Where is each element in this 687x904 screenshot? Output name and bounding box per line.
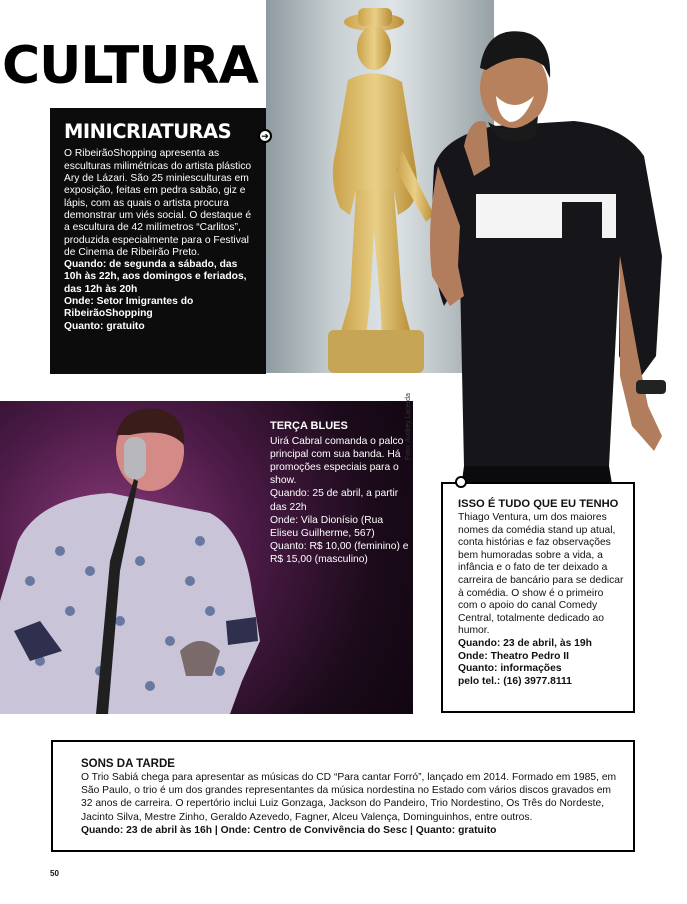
terca-blues-where: Onde: Vila Dionísio (Rua Eliseu Guilherme, 567) — [270, 514, 384, 539]
isso-e-tudo-box — [441, 482, 635, 713]
minicriaturas-when: Quando: de segunda a sábado, das 10h às 22h, aos domingos e feriados, das 12h às 20h — [64, 259, 247, 295]
isso-body: Thiago Ventura, um dos maiores nomes da comédia stand up atual, conta histórias e faz observações bem humoradas sobre a vida, a infância e o fato de ter deixado a carreira de bancário para se dedicar à comédia. O show é o primeiro com o apoio do canal Comedy Central, totalmente dedicado ao humor. — [458, 512, 624, 637]
section-title: CULTURA — [2, 36, 258, 96]
isso-when: Quando: 23 de abril, às 19h — [458, 637, 592, 649]
sons-footer: Quando: 23 de abril às 16h | Onde: Centro de Convivência do Sesc | Quanto: gratuito — [81, 824, 497, 836]
terca-blues-body: Uirá Cabral comanda o palco principal com sua banda. Há promoções especiais para o show. — [270, 436, 404, 487]
terca-blues-text — [270, 420, 410, 566]
terca-blues-title: TERÇA BLUES — [270, 420, 348, 432]
sons-title: SONS DA TARDE — [81, 758, 175, 770]
minicriaturas-body: O RibeirãoShopping apresenta as esculturas milimétricas do artista plástico Ary de Lázari. São 25 miniesculturas em exposição, feitas em pedra sabão, giz e lápis, com as quais o artista procura demonstrar um viés social. O destaque é a escultura de 42 milímetros “Carlitos”, produzida especialmente para o Festival de Cinema de Ribeirão Preto. — [64, 148, 252, 258]
sons-body: O Trio Sabiá chega para apresentar as músicas do CD “Para cantar Forró”, lançado em 2014. Formado em 1985, em São Paulo, o trio é um dos grandes representantes da música nordestina no Estado com vários discos gravados em 32 anos de carreira. O repertório inclui Luiz Gonzaga, Jackson do Pandeiro, Trio Nordestino, Os Três do Nordeste, Jacinto Silva, Mestre Zinho, Geraldo Azevedo, Fagner, Alceu Valença, Dominguinhos, entre outros. — [81, 772, 617, 823]
isso-price-1: Quanto: informações — [458, 663, 562, 675]
minicriaturas-text — [64, 148, 256, 332]
terca-blues-price-2: R$ 15,00 (masculino) — [270, 553, 368, 565]
page-number: 50 — [50, 869, 59, 878]
bullet-dot-icon — [455, 476, 467, 488]
photo-credit: Foto: Audrey Lacerda — [405, 393, 412, 460]
minicriaturas-where: Onde: Setor Imigrantes do RibeirãoShopping — [64, 296, 194, 320]
minicriaturas-box — [50, 108, 266, 374]
comedian-photo — [424, 26, 674, 496]
arrow-right-icon: ➔ — [258, 129, 272, 143]
terca-blues-when: Quando: 25 de abril, a partir das 22h — [270, 488, 399, 513]
sons-text — [81, 771, 625, 837]
isso-text — [458, 512, 625, 688]
terca-blues-price-1: Quanto: R$ 10,00 (feminino) e — [270, 540, 409, 552]
sons-da-tarde-box — [51, 740, 635, 852]
minicriaturas-title: MINICRIATURAS — [64, 120, 232, 143]
isso-price-2: pelo tel.: (16) 3977.8111 — [458, 675, 572, 687]
isso-title: ISSO É TUDO QUE EU TENHO — [458, 498, 619, 510]
isso-where: Onde: Theatro Pedro II — [458, 650, 569, 662]
minicriaturas-price: Quanto: gratuito — [64, 320, 145, 332]
